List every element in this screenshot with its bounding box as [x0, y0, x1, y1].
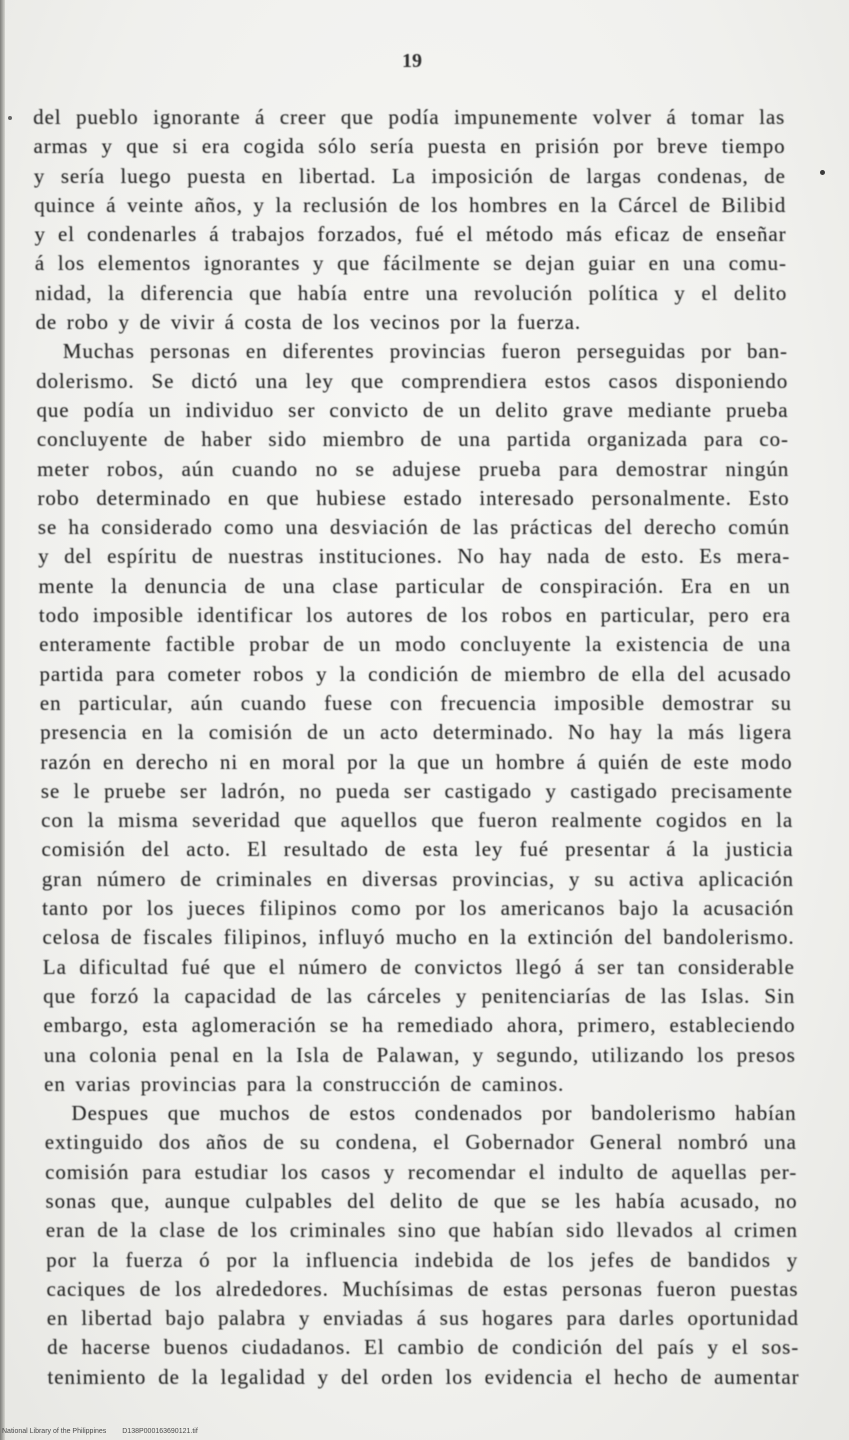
- ink-speck: [820, 170, 825, 175]
- text-line: con la misma severidad que aquellos que fueron realmente cogidos en la: [40, 808, 794, 833]
- text-line: Muchas personas en diferentes provincias fueron perseguidas por ban-: [62, 339, 788, 364]
- page-number: 19: [402, 50, 422, 72]
- text-line: una colonia penal en la Isla de Palawan, y segundo, utilizando los presos: [43, 1042, 796, 1067]
- text-line: meter robos, aún cuando no se adujese prueba para demostrar ningún: [37, 456, 790, 481]
- text-line: y el condenarles á trabajos forzados, fué el método más eficaz de enseñar: [34, 222, 787, 247]
- text-line: nidad, la diferencia que había entre una revolución política y el delito: [35, 280, 788, 305]
- text-line: se ha considerado como una desviación de las prácticas del derecho común: [37, 515, 790, 540]
- text-line: razón en derecho ni en moral por la que un hombre á quién de este modo: [40, 749, 793, 774]
- text-line: á los elementos ignorantes y que fácilmente se dejan guiar en una comu-: [34, 251, 787, 276]
- text-line: caciques de los alrededores. Muchísimas de estas personas fueron puestas: [46, 1276, 799, 1301]
- text-line: celosa de fiscales filipinos, influyó mucho en la extinción del bandolerismo.: [42, 925, 795, 950]
- text-line: que forzó la capacidad de las cárceles y penitenciarías de las Islas. Sin: [42, 983, 796, 1008]
- text-line: mente la denuncia de una clase particular de conspiración. Era en un: [38, 573, 791, 598]
- text-line: eran de la clase de los criminales sino que habían sido llevados al crimen: [45, 1218, 798, 1243]
- text-line: se le pruebe ser ladrón, no pueda ser castigado y castigado precisamente: [40, 778, 793, 803]
- text-line: tenimiento de la legalidad y del orden los evidencia el hecho de aumentar: [47, 1364, 800, 1389]
- text-line: Despues que muchos de estos condenados por bandolerismo habían: [71, 1101, 797, 1126]
- text-line: en varias provincias para la construcción de caminos.: [43, 1071, 565, 1096]
- paragraph: [33, 103, 788, 337]
- text-line: del pueblo ignorante á creer que podía impunemente volver á tomar las: [33, 105, 786, 129]
- text-line: comisión para estudiar los casos y recomendar el indulto de aquellas per-: [44, 1159, 798, 1184]
- text-line: en libertad bajo palabra y enviadas á sus hogares para darles oportunidad: [46, 1306, 799, 1331]
- text-line: de robo y de vivir á costa de los vecinos por la fuerza.: [35, 310, 582, 335]
- text-line: por la fuerza ó por la influencia indebida de los jefes de bandidos y: [45, 1247, 799, 1272]
- text-line: enteramente factible probar de un modo concluyente la existencia de una: [39, 632, 792, 657]
- text-line: quince á veinte años, y la reclusión de los hombres en la Cárcel de Bilibid: [34, 192, 787, 217]
- text-line: extinguido dos años de su condena, el Gobernador General nombró una: [44, 1130, 797, 1155]
- text-line: todo imposible identificar los autores de los robos en particular, pero era: [38, 603, 791, 628]
- body-text: [33, 103, 800, 1392]
- text-line: que podía un individuo ser convicto de un delito grave mediante prueba: [36, 397, 789, 422]
- text-line: partida para cometer robos y la condición de miembro de ella del acusado: [39, 661, 792, 686]
- paragraph: [36, 337, 797, 1099]
- text-line: concluyente de haber sido miembro de una partida organizada para co-: [36, 427, 789, 452]
- text-line: embargo, esta aglomeración se ha remediado ahora, primero, estableciendo: [43, 1013, 796, 1038]
- paragraph: [44, 1099, 799, 1392]
- ink-speck: [8, 116, 12, 120]
- text-line: gran número de criminales en diversas provincias, y su activa aplicación: [41, 866, 794, 891]
- text-line: presencia en la comisión de un acto determinado. No hay la más ligera: [40, 720, 793, 745]
- text-line: La dificultad fué que el número de convictos llegó á ser tan considerable: [42, 954, 795, 979]
- text-line: robo determinado en que hubiese estado interesado personalmente. Esto: [37, 485, 790, 510]
- text-line: en particular, aún cuando fuese con frecuencia imposible demostrar su: [39, 690, 792, 715]
- text-line: dolerismo. Se dictó una ley que comprendiera estos casos disponiendo: [36, 368, 789, 393]
- text-line: y del espíritu de nuestras instituciones. No hay nada de esto. Es mera-: [38, 544, 791, 569]
- scan-file-name: D138P000163690121.tif: [122, 1428, 198, 1435]
- text-line: de hacerse buenos ciudadanos. El cambio de condición del país y el sos-: [46, 1335, 800, 1360]
- text-line: comisión del acto. El resultado de esta ley fué presentar á la justicia: [41, 837, 794, 862]
- text-line: tanto por los jueces filipinos como por los americanos bajo la acusación: [41, 896, 795, 921]
- scan-edge: [0, 0, 5, 1440]
- library-credit: National Library of the Philippines: [2, 1428, 107, 1435]
- text-line: sonas que, aunque culpables del delito de que se les había acusado, no: [45, 1188, 798, 1213]
- text-line: armas y que si era cogida sólo sería puesta en prisión por breve tiempo: [33, 134, 786, 159]
- text-line: y sería luego puesta en libertad. La imposición de largas condenas, de: [33, 163, 786, 188]
- scan-credit: [2, 1428, 198, 1435]
